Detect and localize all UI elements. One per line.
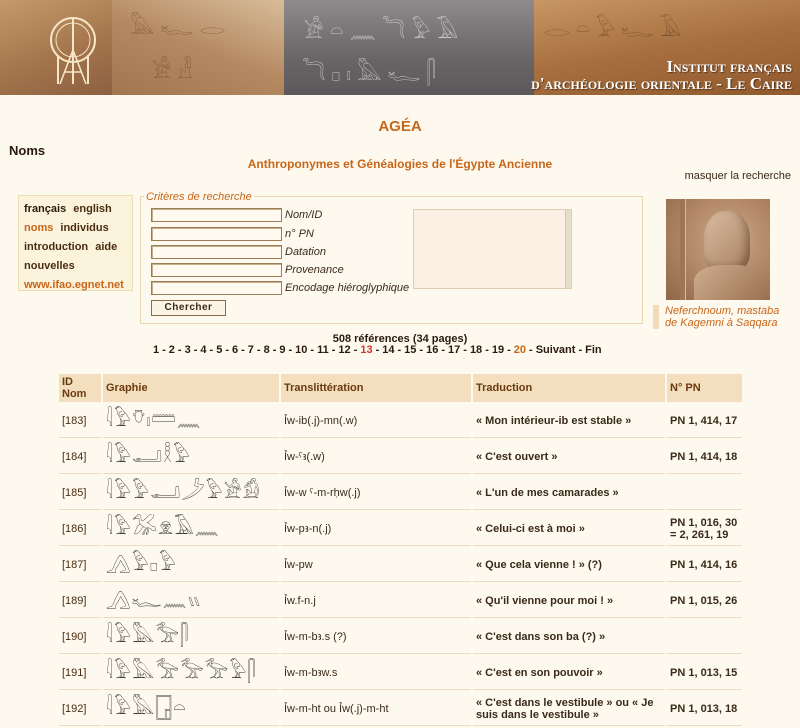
- translit-cell: Ỉw-m-bꜣw.s: [281, 656, 471, 690]
- hieroglyph-writing-icon: 𓇋𓅱𓄣𓏤𓏠𓈖: [106, 407, 202, 431]
- pn-cell: PN 1, 414, 18: [667, 440, 742, 474]
- next-page-link[interactable]: Suivant: [535, 344, 576, 356]
- traduction-cell: « Que cela vienne ! » (?): [473, 548, 665, 582]
- table-row[interactable]: [59, 548, 742, 582]
- relief-staff: [680, 199, 685, 300]
- table-row[interactable]: [59, 512, 742, 546]
- datation-input[interactable]: [151, 245, 282, 259]
- hieroglyphic-encoding-input[interactable]: [151, 281, 282, 295]
- page-separator: -: [193, 344, 198, 356]
- site-title: AGÉA: [378, 118, 422, 135]
- hieroglyph-writing-icon: 𓇋𓅱𓅓𓅡𓋴: [106, 623, 190, 647]
- graphie-cell: [103, 656, 279, 690]
- page-link-2[interactable]: 2: [168, 344, 175, 356]
- pn-cell: PN 1, 015, 26: [667, 584, 742, 618]
- nav-ifao-site[interactable]: www.ifao.egnet.net: [24, 279, 124, 291]
- page-separator: -: [288, 344, 293, 356]
- hieroglyph-writing-icon: 𓂻𓅱𓊪𓅱: [106, 551, 178, 575]
- nav-row-site: [24, 276, 127, 295]
- table-row[interactable]: [59, 404, 742, 438]
- translit-cell: Ỉw-ˁꜣ(.w): [281, 440, 471, 474]
- table-row[interactable]: [59, 440, 742, 474]
- traduction-cell: « Celui-ci est à moi »: [473, 512, 665, 546]
- ifao-logo-icon[interactable]: [38, 10, 108, 86]
- site-banner: [0, 0, 800, 95]
- pn-cell: PN 1, 414, 17: [667, 404, 742, 438]
- results-table: [57, 372, 744, 728]
- name-id-link[interactable]: [187]: [59, 548, 101, 582]
- banner-hieroglyph-row-icon: 𓀀𓏏𓈖𓆓𓅱𓄿: [304, 19, 465, 44]
- traduction-cell: « L'un de mes camarades »: [473, 476, 665, 510]
- banner-relief-1: [0, 0, 112, 95]
- institute-line-2: d'archéologie orientale - Le Caire: [531, 74, 792, 93]
- page-separator: -: [507, 344, 511, 356]
- graphie-cell: [103, 692, 279, 726]
- graphie-cell: [103, 404, 279, 438]
- name-id-link[interactable]: [185]: [59, 476, 101, 510]
- page-link-20[interactable]: 20: [513, 344, 527, 356]
- last-page-link[interactable]: Fin: [585, 344, 602, 356]
- page-separator: -: [177, 344, 182, 356]
- page-separator: -: [225, 344, 229, 356]
- table-row[interactable]: [59, 620, 742, 654]
- kagemni-relief-image: [666, 199, 770, 300]
- search-button[interactable]: Chercher: [151, 300, 226, 316]
- page-link-17[interactable]: 17: [448, 344, 461, 356]
- page-separator: -: [256, 344, 261, 356]
- nav-english[interactable]: english: [73, 203, 112, 215]
- page-link-13: 13: [360, 344, 373, 356]
- table-row[interactable]: [59, 656, 742, 690]
- hieroglyph-writing-icon: 𓇋𓅱𓅓𓅡𓅡𓅡𓅱𓋴: [106, 659, 257, 683]
- page-link-9[interactable]: 9: [279, 344, 286, 356]
- hieroglyph-writing-icon: 𓇋𓅱𓅮𓁷𓄿𓈖: [106, 515, 220, 539]
- page-separator: -: [529, 344, 533, 356]
- pn-cell: PN 1, 013, 18: [667, 692, 742, 726]
- hieroglyph-preview-area[interactable]: [413, 209, 572, 289]
- page-link-3[interactable]: 3: [184, 344, 191, 356]
- banner-hieroglyph-row2-icon: 𓆓𓊪𓏤𓅓𓆑𓋴: [302, 61, 442, 86]
- page-link-1[interactable]: 1: [153, 344, 160, 356]
- results-summary: 508 références (34 pages): [332, 333, 468, 345]
- name-id-link[interactable]: [183]: [59, 404, 101, 438]
- page-separator: -: [578, 344, 583, 356]
- nav-nouvelles[interactable]: nouvelles: [24, 260, 75, 272]
- translit-cell: Ỉw-m-bꜣ.s (?): [281, 620, 471, 654]
- header-graphie[interactable]: Graphie: [103, 374, 279, 402]
- graphie-cell: [103, 440, 279, 474]
- nav-aide[interactable]: aide: [95, 241, 118, 253]
- page-separator: -: [375, 344, 380, 356]
- hieroglyph-writing-icon: 𓇋𓅱𓂝𓎛𓅱: [106, 443, 192, 467]
- name-id-input[interactable]: [151, 208, 282, 222]
- pn-label: n° PN: [285, 228, 314, 240]
- page-link-7[interactable]: 7: [247, 344, 254, 356]
- page-link-8[interactable]: 8: [263, 344, 270, 356]
- banner-relief-3: [284, 0, 534, 95]
- pn-input[interactable]: [151, 227, 282, 241]
- name-id-link[interactable]: [189]: [59, 584, 101, 618]
- page-link-11[interactable]: 11: [317, 344, 329, 356]
- page-separator: -: [162, 344, 166, 356]
- name-id-link[interactable]: [184]: [59, 440, 101, 474]
- hieroglyph-writing-icon: 𓇋𓅱𓅓𓉗𓏏: [106, 695, 187, 719]
- nav-introduction[interactable]: introduction: [24, 241, 89, 253]
- banner-hieroglyph-row3-icon: 𓂋𓏏𓅱𓆑𓄿: [544, 17, 688, 42]
- page-link-14[interactable]: 14: [382, 344, 395, 356]
- hieroglyph-writing-icon: 𓂻𓆑𓈖𓏭: [106, 587, 202, 611]
- table-row[interactable]: [59, 476, 742, 510]
- pn-cell: PN 1, 016, 30 = 2, 261, 19: [667, 512, 742, 546]
- search-criteria-legend: Critères de recherche: [146, 191, 252, 203]
- graphie-cell: [103, 476, 279, 510]
- hieroglyphic-encoding-label: Encodage hiéroglyphique: [285, 282, 410, 294]
- page-separator: -: [353, 344, 358, 356]
- page-link-6[interactable]: 6: [231, 344, 239, 356]
- left-navigation: [18, 195, 133, 291]
- nav-individus[interactable]: individus: [60, 222, 109, 234]
- page-separator: -: [397, 344, 402, 356]
- hieroglyph-writing-icon: 𓇋𓅱𓅱𓂝𓌳𓅱𓀀𓀁: [106, 479, 261, 503]
- translit-cell: Ỉw-w ˁ-m-rḥw(.j): [281, 476, 471, 510]
- pn-cell: PN 1, 414, 16: [667, 548, 742, 582]
- preview-scrollbar[interactable]: [565, 210, 571, 288]
- nav-row-news: [24, 257, 127, 276]
- page-separator: -: [441, 344, 446, 356]
- translit-cell: Ỉw.f-n.j: [281, 584, 471, 618]
- pn-cell: [667, 620, 742, 654]
- header-pn[interactable]: N° PN: [667, 374, 742, 402]
- banner-hieroglyph-icon: 𓅓𓆑𓂋: [130, 15, 232, 40]
- page-link-16[interactable]: 16: [426, 344, 439, 356]
- translit-cell: Ỉw-m-ht ou Ỉw(.j)-m-ht: [281, 692, 471, 726]
- traduction-cell: « C'est ouvert »: [473, 440, 665, 474]
- page-separator: -: [463, 344, 467, 356]
- traduction-cell: « Qu'il vienne pour moi ! »: [473, 584, 665, 618]
- header-id[interactable]: ID Nom: [59, 374, 101, 402]
- translit-cell: Ỉw-ib(.j)-mn(.w): [281, 404, 471, 438]
- page-link-10[interactable]: 10: [295, 344, 308, 356]
- name-id-label: Nom/ID: [285, 209, 323, 221]
- relief-head: [704, 211, 750, 271]
- relief-shoulders: [694, 265, 764, 300]
- traduction-cell: « C'est dans son ba (?) »: [473, 620, 665, 654]
- nav-row-help: [24, 238, 127, 257]
- institute-name[interactable]: [531, 58, 792, 92]
- translit-cell: Ỉw-pꜣ-n(.j): [281, 512, 471, 546]
- graphie-cell: [103, 512, 279, 546]
- banner-figure-icon: 𓀀𓁐: [152, 59, 199, 84]
- page-separator: -: [209, 344, 214, 356]
- traduction-cell: « C'est dans le vestibule » ou « Je suis dans le vestibule »: [473, 692, 665, 726]
- nav-row-language: [24, 200, 127, 219]
- nav-noms[interactable]: noms: [24, 222, 54, 234]
- section-title: Noms: [9, 143, 46, 158]
- pn-cell: PN 1, 013, 15: [667, 656, 742, 690]
- name-id-link[interactable]: [191]: [59, 656, 101, 690]
- table-header-row: [59, 374, 742, 402]
- hide-search-link[interactable]: masquer la recherche: [684, 170, 791, 182]
- page-separator: -: [272, 344, 277, 356]
- banner-relief-2: [112, 0, 284, 95]
- pagination: [153, 344, 602, 356]
- name-id-link[interactable]: [190]: [59, 620, 101, 654]
- page-link-4[interactable]: 4: [200, 344, 207, 356]
- page-link-18[interactable]: 18: [469, 344, 483, 356]
- page-separator: -: [485, 344, 489, 356]
- datation-label: Datation: [285, 246, 326, 258]
- provenance-input[interactable]: [151, 263, 282, 277]
- pn-cell: [667, 476, 742, 510]
- nav-row-sections: [24, 219, 127, 238]
- name-id-link[interactable]: [186]: [59, 512, 101, 546]
- page-subtitle: Anthroponymes et Généalogies de l'Égypte Ancienne: [247, 157, 553, 171]
- traduction-cell: « C'est en son pouvoir »: [473, 656, 665, 690]
- header-traduction[interactable]: Traduction: [473, 374, 665, 402]
- page-link-5[interactable]: 5: [216, 344, 223, 356]
- page-separator: -: [241, 344, 245, 356]
- graphie-cell: [103, 620, 279, 654]
- table-row[interactable]: [59, 584, 742, 618]
- page-separator: -: [419, 344, 424, 356]
- table-row[interactable]: [59, 692, 742, 726]
- page-link-19[interactable]: 19: [491, 344, 505, 356]
- nav-francais[interactable]: français: [24, 203, 67, 215]
- image-caption: Neferchnoum, mastaba de Kagemni à Saqqara: [653, 305, 788, 329]
- page-separator: -: [310, 344, 315, 356]
- graphie-cell: [103, 548, 279, 582]
- page-separator: -: [331, 344, 336, 356]
- provenance-label: Provenance: [285, 264, 344, 276]
- name-id-link[interactable]: [192]: [59, 692, 101, 726]
- header-translit[interactable]: Translittération: [281, 374, 471, 402]
- page-link-15[interactable]: 15: [404, 344, 417, 356]
- traduction-cell: « Mon intérieur-ib est stable »: [473, 404, 665, 438]
- page-link-12[interactable]: 12: [338, 344, 351, 356]
- graphie-cell: [103, 584, 279, 618]
- translit-cell: Ỉw-pw: [281, 548, 471, 582]
- institute-line-1: Institut français: [666, 57, 792, 76]
